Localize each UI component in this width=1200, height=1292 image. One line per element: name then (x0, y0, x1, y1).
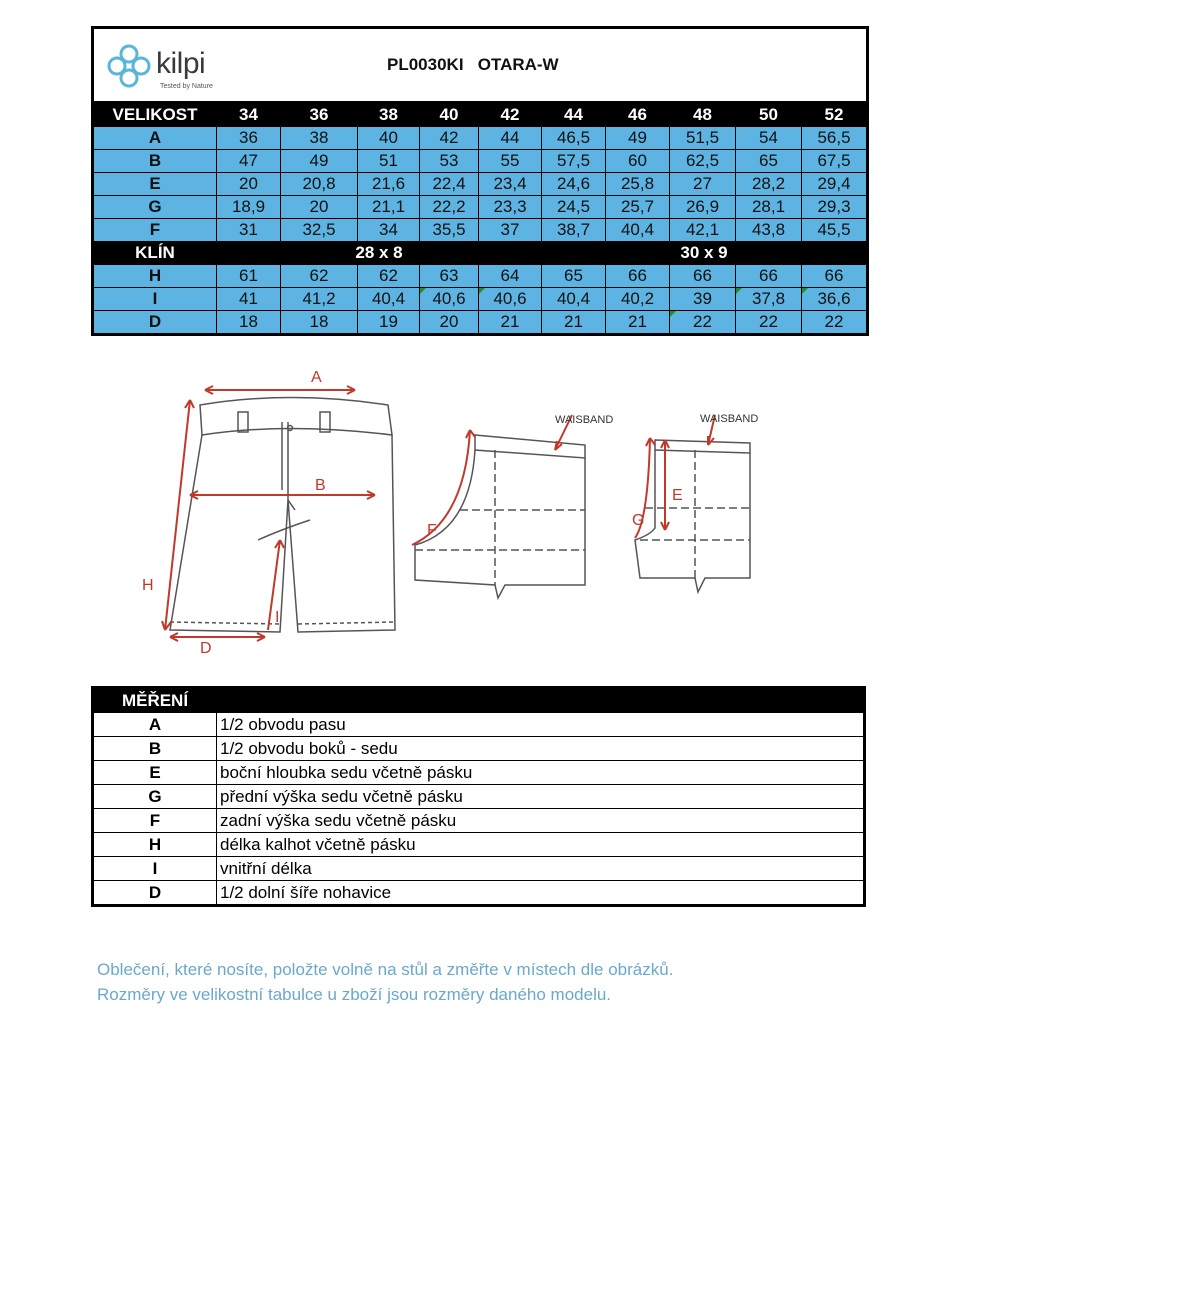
measurement-row (93, 809, 865, 833)
size-row (93, 311, 868, 335)
size-header-label: VELIKOST (93, 103, 217, 127)
side-measure-arrows (412, 415, 715, 545)
label-I: I (275, 609, 280, 626)
klin-left-value: 28 x 8 (217, 242, 542, 265)
size-header-row (93, 103, 868, 127)
measurement-description: 1/2 dolní šíře nohavice (217, 881, 865, 906)
size-row (93, 196, 868, 219)
size-value-cell: 26,9 (670, 196, 736, 219)
size-value-cell: 24,6 (542, 173, 606, 196)
label-E: E (672, 487, 683, 504)
size-value-cell: 61 (217, 265, 281, 288)
size-value-cell: 18,9 (217, 196, 281, 219)
size-value-cell: 22 (670, 311, 736, 335)
size-value-cell: 25,8 (606, 173, 670, 196)
size-row-label: A (93, 127, 217, 150)
size-row (93, 150, 868, 173)
measurement-row (93, 833, 865, 857)
size-value-cell: 21 (479, 311, 542, 335)
size-header-cell: 44 (542, 103, 606, 127)
measurement-description: délka kalhot včetně pásku (217, 833, 865, 857)
size-value-cell: 20,8 (281, 173, 358, 196)
size-header-cell: 38 (358, 103, 420, 127)
size-value-cell: 42,1 (670, 219, 736, 242)
size-value-cell: 22 (802, 311, 868, 335)
size-value-cell: 20 (217, 173, 281, 196)
size-value-cell: 22 (736, 311, 802, 335)
size-value-cell: 47 (217, 150, 281, 173)
size-value-cell: 42 (420, 127, 479, 150)
size-value-cell: 39 (670, 288, 736, 311)
measurement-row (93, 857, 865, 881)
size-value-cell: 49 (606, 127, 670, 150)
measurement-description: vnitřní délka (217, 857, 865, 881)
size-value-cell: 60 (606, 150, 670, 173)
size-value-cell: 29,4 (802, 173, 868, 196)
size-value-cell: 21 (542, 311, 606, 335)
size-header-cell: 36 (281, 103, 358, 127)
label-F: F (427, 522, 437, 539)
measurement-description: zadní výška sedu včetně pásku (217, 809, 865, 833)
size-value-cell: 51,5 (670, 127, 736, 150)
size-value-cell: 29,3 (802, 196, 868, 219)
size-value-cell: 57,5 (542, 150, 606, 173)
size-row-label: F (93, 219, 217, 242)
size-value-cell: 40,4 (542, 288, 606, 311)
label-D: D (200, 640, 212, 657)
label-G: G (632, 512, 645, 529)
size-row-label: I (93, 288, 217, 311)
size-value-cell: 62 (358, 265, 420, 288)
measurement-description: 1/2 obvodu pasu (217, 713, 865, 737)
front-measure-arrows (162, 386, 375, 641)
size-value-cell: 27 (670, 173, 736, 196)
size-value-cell: 36 (217, 127, 281, 150)
size-header-cell: 48 (670, 103, 736, 127)
klin-label: KLÍN (93, 242, 217, 265)
size-row (93, 127, 868, 150)
label-B: B (315, 477, 326, 494)
size-value-cell: 40,2 (606, 288, 670, 311)
size-value-cell: 62,5 (670, 150, 736, 173)
shorts-diagram (130, 360, 790, 660)
size-value-cell: 35,5 (420, 219, 479, 242)
size-value-cell: 36,6 (802, 288, 868, 311)
size-value-cell: 32,5 (281, 219, 358, 242)
size-value-cell: 21 (606, 311, 670, 335)
measurement-row (93, 881, 865, 906)
measurement-row (93, 761, 865, 785)
size-value-cell: 21,1 (358, 196, 420, 219)
measurement-row (93, 737, 865, 761)
size-value-cell: 25,7 (606, 196, 670, 219)
size-header-cell: 46 (606, 103, 670, 127)
size-value-cell: 43,8 (736, 219, 802, 242)
size-header-cell: 42 (479, 103, 542, 127)
size-value-cell: 34 (358, 219, 420, 242)
measurement-code: F (93, 809, 217, 833)
size-value-cell: 44 (479, 127, 542, 150)
measurement-code: A (93, 713, 217, 737)
size-value-cell: 40,6 (420, 288, 479, 311)
measurement-code: I (93, 857, 217, 881)
waistband-label-front: WAISBAND (555, 414, 614, 426)
size-row (93, 265, 868, 288)
header-box (91, 26, 869, 104)
label-H: H (142, 577, 154, 594)
size-header-cell: 34 (217, 103, 281, 127)
size-value-cell: 31 (217, 219, 281, 242)
size-value-cell: 66 (802, 265, 868, 288)
size-row (93, 219, 868, 242)
size-value-cell: 46,5 (542, 127, 606, 150)
size-value-cell: 18 (281, 311, 358, 335)
measurement-code: H (93, 833, 217, 857)
measurement-code: E (93, 761, 217, 785)
measurement-description: přední výška sedu včetně pásku (217, 785, 865, 809)
size-value-cell: 51 (358, 150, 420, 173)
measurement-row (93, 785, 865, 809)
size-value-cell: 65 (736, 150, 802, 173)
klin-row (93, 242, 868, 265)
size-value-cell: 67,5 (802, 150, 868, 173)
measurement-code: B (93, 737, 217, 761)
size-row-label: H (93, 265, 217, 288)
product-title (387, 55, 559, 75)
size-row-label: E (93, 173, 217, 196)
size-value-cell: 21,6 (358, 173, 420, 196)
size-value-cell: 54 (736, 127, 802, 150)
size-value-cell: 41,2 (281, 288, 358, 311)
measurement-code: D (93, 881, 217, 906)
size-row (93, 173, 868, 196)
size-table (91, 101, 869, 336)
size-value-cell: 64 (479, 265, 542, 288)
product-code: PL0030KI (387, 55, 464, 74)
kilpi-knot-icon (104, 41, 154, 91)
side-shorts-outline (415, 435, 585, 598)
size-row-label: D (93, 311, 217, 335)
size-row-label: G (93, 196, 217, 219)
measurements-header-blank (217, 688, 865, 713)
klin-right-value: 30 x 9 (542, 242, 868, 265)
size-value-cell: 38,7 (542, 219, 606, 242)
note-line-1: Oblečení, které nosíte, položte volně na stůl a změřte v místech dle obrázků. (97, 960, 674, 979)
size-value-cell: 62 (281, 265, 358, 288)
size-value-cell: 22,4 (420, 173, 479, 196)
kilpi-logo (104, 39, 234, 95)
label-A: A (311, 369, 322, 386)
size-value-cell: 40,6 (479, 288, 542, 311)
size-value-cell: 66 (736, 265, 802, 288)
size-row-label: B (93, 150, 217, 173)
measurements-table (91, 686, 866, 907)
size-value-cell: 49 (281, 150, 358, 173)
size-value-cell: 20 (420, 311, 479, 335)
brand-tagline: Tested by Nature (160, 83, 213, 90)
size-header-cell: 40 (420, 103, 479, 127)
size-header-cell: 50 (736, 103, 802, 127)
size-value-cell: 55 (479, 150, 542, 173)
size-value-cell: 63 (420, 265, 479, 288)
measurements-header-label: MĚŘENÍ (93, 688, 217, 713)
size-value-cell: 40 (358, 127, 420, 150)
size-value-cell: 37,8 (736, 288, 802, 311)
measurement-description: 1/2 obvodu boků - sedu (217, 737, 865, 761)
size-value-cell: 65 (542, 265, 606, 288)
size-value-cell: 20 (281, 196, 358, 219)
size-value-cell: 23,3 (479, 196, 542, 219)
size-row (93, 288, 868, 311)
size-value-cell: 18 (217, 311, 281, 335)
size-value-cell: 28,2 (736, 173, 802, 196)
size-value-cell: 28,1 (736, 196, 802, 219)
size-value-cell: 53 (420, 150, 479, 173)
front-shorts-outline (170, 398, 395, 633)
size-value-cell: 38 (281, 127, 358, 150)
size-value-cell: 56,5 (802, 127, 868, 150)
size-value-cell: 45,5 (802, 219, 868, 242)
measurement-row (93, 713, 865, 737)
note-line-2: Rozměry ve velikostní tabulce u zboží jsou rozměry daného modelu. (97, 985, 612, 1004)
size-value-cell: 24,5 (542, 196, 606, 219)
size-value-cell: 23,4 (479, 173, 542, 196)
measurement-description: boční hloubka sedu včetně pásku (217, 761, 865, 785)
back-shorts-outline (635, 440, 750, 592)
size-value-cell: 37 (479, 219, 542, 242)
measurement-code: G (93, 785, 217, 809)
size-header-cell: 52 (802, 103, 868, 127)
size-value-cell: 40,4 (606, 219, 670, 242)
size-value-cell: 22,2 (420, 196, 479, 219)
size-value-cell: 40,4 (358, 288, 420, 311)
product-model: OTARA-W (477, 55, 559, 74)
waistband-label-back: WAISBAND (700, 413, 759, 425)
size-value-cell: 41 (217, 288, 281, 311)
brand-name: kilpi (156, 47, 206, 80)
size-value-cell: 19 (358, 311, 420, 335)
size-value-cell: 66 (606, 265, 670, 288)
size-value-cell: 66 (670, 265, 736, 288)
measurements-header-row (93, 688, 865, 713)
